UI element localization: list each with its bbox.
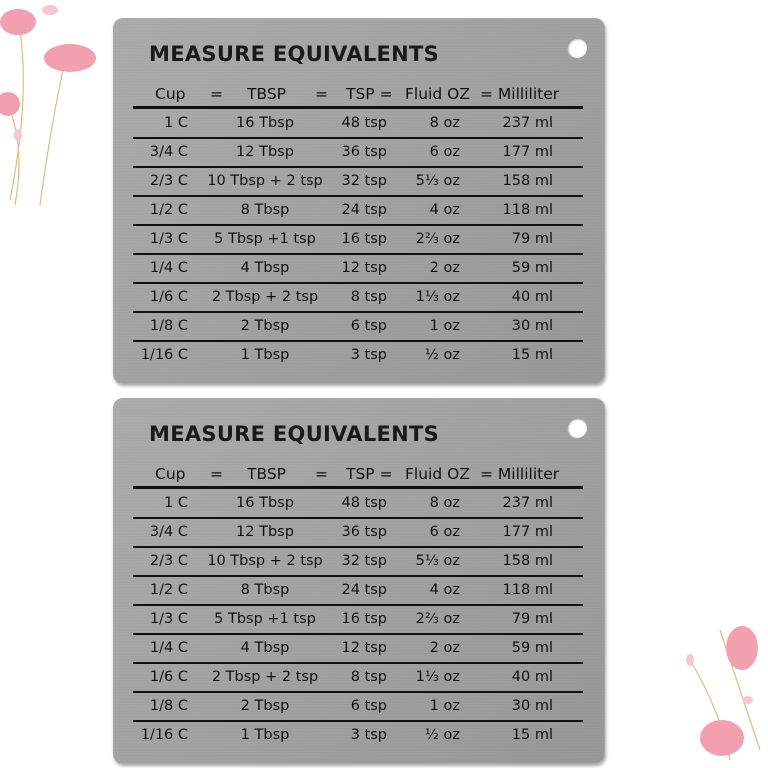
table-row (135, 139, 585, 168)
cell-fluid-oz: 6 oz (429, 524, 460, 540)
cell-fluid-oz: 4 oz (429, 582, 460, 598)
cell-tbsp: 10 Tbsp + 2 tsp (207, 553, 323, 569)
cell-tbsp: 2 Tbsp (240, 698, 290, 714)
cell-fluid-oz: 1⅓ oz (415, 289, 460, 305)
cell-milliliter: 118 ml (502, 582, 553, 598)
column-header: = (210, 465, 223, 483)
table-row (135, 110, 585, 139)
cell-tsp: 32 tsp (341, 553, 387, 569)
cell-milliliter: 15 ml (511, 727, 553, 743)
cell-tbsp: 2 Tbsp + 2 tsp (211, 669, 319, 685)
cell-tsp: 6 tsp (350, 318, 387, 334)
cell-milliliter: 79 ml (511, 231, 553, 247)
cell-milliliter: 30 ml (511, 318, 553, 334)
card-title: MEASURE EQUIVALENTS (149, 422, 440, 446)
cell-fluid-oz: 5⅓ oz (415, 173, 460, 189)
card-title: MEASURE EQUIVALENTS (149, 42, 440, 66)
cell-cup: 2/3 C (149, 553, 188, 569)
cell-cup: 1/16 C (140, 347, 188, 363)
cell-cup: 1/3 C (149, 611, 188, 627)
table-row (135, 519, 585, 548)
cell-tsp: 48 tsp (341, 115, 387, 131)
cell-fluid-oz: 2 oz (429, 260, 460, 276)
cell-fluid-oz: 1 oz (429, 698, 460, 714)
table-row (135, 490, 585, 519)
cell-milliliter: 237 ml (502, 495, 553, 511)
cell-tsp: 3 tsp (350, 727, 387, 743)
table-row (135, 635, 585, 664)
column-header: = (210, 85, 223, 103)
column-header: = Milliliter (480, 465, 560, 483)
cell-cup: 1/4 C (149, 260, 188, 276)
column-header: TSP = (346, 465, 393, 483)
column-header: TSP = (346, 85, 393, 103)
cell-fluid-oz: 8 oz (429, 115, 460, 131)
flower-decoration-top-left (0, 0, 110, 210)
table-row (135, 722, 585, 751)
table-row (135, 342, 585, 371)
column-header: Fluid OZ (405, 465, 470, 483)
cell-fluid-oz: 6 oz (429, 144, 460, 160)
cell-milliliter: 15 ml (511, 347, 553, 363)
cell-tsp: 16 tsp (341, 231, 387, 247)
cell-tsp: 12 tsp (341, 260, 387, 276)
cell-cup: 1/2 C (149, 582, 188, 598)
cell-cup: 3/4 C (149, 144, 188, 160)
flower-decoration-bottom-right (670, 610, 768, 768)
cell-cup: 3/4 C (149, 524, 188, 540)
table-row (135, 664, 585, 693)
column-header: Cup (155, 85, 186, 103)
cell-tbsp: 8 Tbsp (240, 582, 290, 598)
table-row (135, 168, 585, 197)
cell-cup: 1/4 C (149, 640, 188, 656)
table-row (135, 548, 585, 577)
cell-milliliter: 177 ml (502, 144, 553, 160)
column-header: TBSP (247, 465, 287, 483)
cell-cup: 2/3 C (149, 173, 188, 189)
header-row (135, 460, 585, 489)
cell-fluid-oz: 4 oz (429, 202, 460, 218)
table-row (135, 693, 585, 722)
cell-tbsp: 4 Tbsp (240, 640, 290, 656)
cell-milliliter: 59 ml (511, 260, 553, 276)
cell-tsp: 12 tsp (341, 640, 387, 656)
cell-tsp: 6 tsp (350, 698, 387, 714)
cell-tbsp: 12 Tbsp (236, 524, 294, 540)
cell-cup: 1 C (164, 115, 188, 131)
hanging-hole (567, 418, 587, 438)
cell-tsp: 36 tsp (341, 144, 387, 160)
cell-milliliter: 118 ml (502, 202, 553, 218)
cell-tbsp: 2 Tbsp (240, 318, 290, 334)
cell-cup: 1/8 C (149, 318, 188, 334)
table-row (135, 284, 585, 313)
cell-milliliter: 40 ml (511, 289, 553, 305)
column-header: TBSP (247, 85, 287, 103)
cell-tsp: 3 tsp (350, 347, 387, 363)
cell-tbsp: 16 Tbsp (236, 115, 294, 131)
cell-tbsp: 12 Tbsp (236, 144, 294, 160)
cell-tsp: 48 tsp (341, 495, 387, 511)
cell-cup: 1/2 C (149, 202, 188, 218)
cell-tsp: 8 tsp (350, 289, 387, 305)
cell-cup: 1/3 C (149, 231, 188, 247)
cell-fluid-oz: 2 oz (429, 640, 460, 656)
measure-equivalents-card-2 (113, 398, 605, 764)
cell-tbsp: 1 Tbsp (240, 347, 290, 363)
cell-fluid-oz: 5⅓ oz (415, 553, 460, 569)
cell-tsp: 36 tsp (341, 524, 387, 540)
cell-milliliter: 59 ml (511, 640, 553, 656)
cell-tbsp: 2 Tbsp + 2 tsp (211, 289, 319, 305)
column-header: Cup (155, 465, 186, 483)
hanging-hole (567, 38, 587, 58)
cell-fluid-oz: ½ oz (424, 727, 460, 743)
cell-cup: 1/16 C (140, 727, 188, 743)
cell-fluid-oz: ½ oz (424, 347, 460, 363)
cell-fluid-oz: 8 oz (429, 495, 460, 511)
cell-milliliter: 158 ml (502, 173, 553, 189)
cell-tsp: 8 tsp (350, 669, 387, 685)
table-row (135, 255, 585, 284)
cell-cup: 1/6 C (149, 669, 188, 685)
header-divider (133, 486, 583, 489)
column-header: Fluid OZ (405, 85, 470, 103)
cell-tbsp: 5 Tbsp +1 tsp (214, 611, 316, 627)
cell-fluid-oz: 2⅔ oz (415, 231, 460, 247)
cell-milliliter: 237 ml (502, 115, 553, 131)
cell-milliliter: 177 ml (502, 524, 553, 540)
column-header: = Milliliter (480, 85, 560, 103)
cell-tbsp: 4 Tbsp (240, 260, 290, 276)
table-row (135, 226, 585, 255)
column-header: = (315, 465, 328, 483)
cell-fluid-oz: 1⅓ oz (415, 669, 460, 685)
cell-cup: 1/8 C (149, 698, 188, 714)
table-row (135, 577, 585, 606)
cell-cup: 1 C (164, 495, 188, 511)
cell-tsp: 24 tsp (341, 582, 387, 598)
table-row (135, 606, 585, 635)
cell-tbsp: 1 Tbsp (240, 727, 290, 743)
cell-fluid-oz: 1 oz (429, 318, 460, 334)
column-header: = (315, 85, 328, 103)
cell-milliliter: 30 ml (511, 698, 553, 714)
cell-cup: 1/6 C (149, 289, 188, 305)
cell-tbsp: 10 Tbsp + 2 tsp (207, 173, 323, 189)
cell-tsp: 32 tsp (341, 173, 387, 189)
cell-tsp: 24 tsp (341, 202, 387, 218)
header-row (135, 80, 585, 109)
table-row (135, 197, 585, 226)
cell-tsp: 16 tsp (341, 611, 387, 627)
table-row (135, 313, 585, 342)
cell-fluid-oz: 2⅔ oz (415, 611, 460, 627)
cell-tbsp: 16 Tbsp (236, 495, 294, 511)
cell-milliliter: 158 ml (502, 553, 553, 569)
cell-milliliter: 40 ml (511, 669, 553, 685)
header-divider (133, 106, 583, 109)
cell-milliliter: 79 ml (511, 611, 553, 627)
cell-tbsp: 5 Tbsp +1 tsp (214, 231, 316, 247)
cell-tbsp: 8 Tbsp (240, 202, 290, 218)
measure-equivalents-card-1 (113, 18, 605, 384)
